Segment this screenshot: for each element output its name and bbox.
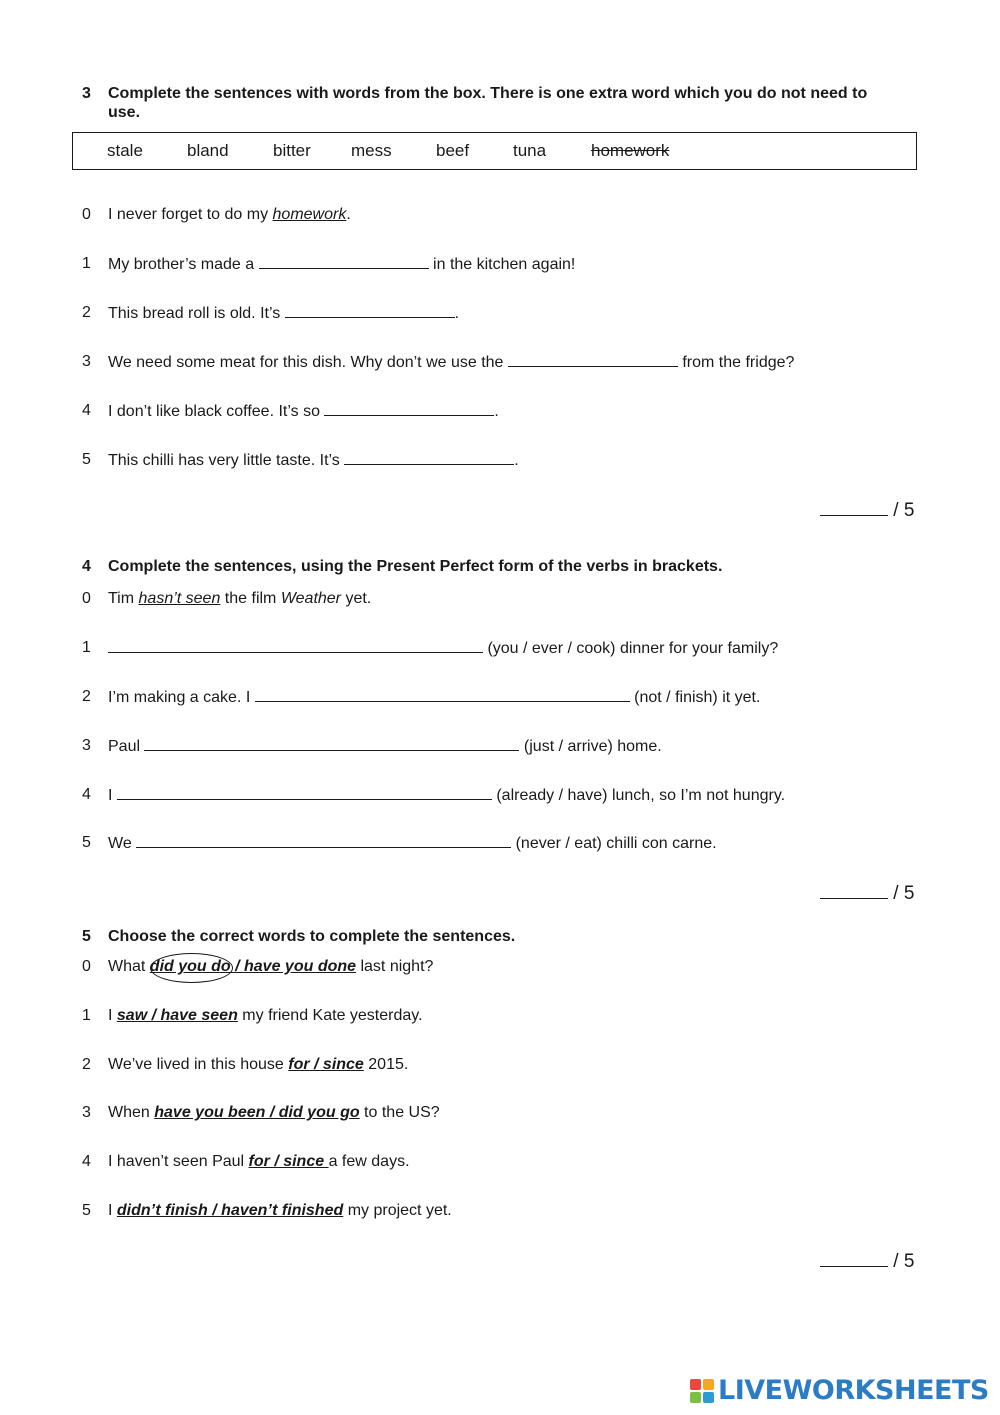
answer-blank[interactable]: [136, 834, 511, 848]
example-answer: hasn’t seen: [138, 590, 221, 607]
ex5-item-5: I didn’t finish / haven’t finished my project yet.: [108, 1202, 452, 1219]
item-number: 5: [82, 834, 91, 851]
item-number: 3: [82, 737, 91, 754]
ex5-item-4: I haven’t seen Paul for / since a few days.: [108, 1153, 410, 1170]
answer-blank[interactable]: [108, 639, 483, 653]
item-number: 4: [82, 402, 91, 419]
item-number: 4: [82, 1153, 91, 1170]
ex4-example: Tim hasn’t seen the film Weather yet.: [108, 590, 372, 607]
choice-options[interactable]: did you do / have you done: [149, 958, 357, 975]
ex4-item-2: I’m making a cake. I (not / finish) it yet.: [108, 689, 761, 706]
word-box-item-crossed: homework: [591, 141, 670, 160]
word-box-item: beef: [436, 141, 470, 160]
ex4-instruction: Complete the sentences, using the Present Perfect form of the verbs in brackets.: [108, 558, 723, 575]
liveworksheets-logo: [690, 1375, 989, 1406]
choice-options[interactable]: for / since: [248, 1153, 329, 1170]
item-number: 1: [82, 1007, 91, 1024]
item-number: 5: [82, 1202, 91, 1219]
item-number: 4: [82, 786, 91, 803]
ex3-item-0: I never forget to do my homework.: [108, 206, 351, 223]
choice-options[interactable]: saw / have seen: [116, 1007, 238, 1024]
ex3-score: / 5: [820, 500, 914, 522]
ex3-item-5: This chilli has very little taste. It’s .: [108, 452, 519, 469]
score-blank[interactable]: [820, 885, 888, 899]
answer-blank[interactable]: [117, 786, 492, 800]
item-number: 0: [82, 206, 91, 223]
logo-block: [690, 1379, 701, 1390]
ex4-item-1: (you / ever / cook) dinner for your family?: [108, 639, 778, 658]
item-number: 2: [82, 688, 91, 705]
ex5-item-3: When have you been / did you go to the US?: [108, 1104, 440, 1121]
item-number: 0: [82, 590, 91, 607]
ex5-instruction: Choose the correct words to complete the sentences.: [108, 928, 516, 945]
answer-blank[interactable]: [259, 255, 429, 269]
item-number: 3: [82, 353, 91, 370]
logo-block: [703, 1392, 714, 1403]
ex4-item-3: Paul (just / arrive) home.: [108, 738, 662, 755]
item-number: 1: [82, 639, 91, 656]
ex3-instruction: Complete the sentences with words from the box. There is one extra word which you do not need to: [108, 85, 868, 102]
answer-blank[interactable]: [285, 304, 455, 318]
item-number: 2: [82, 304, 91, 321]
item-number: 2: [82, 1056, 91, 1073]
answer-blank[interactable]: [255, 688, 630, 702]
logo-blocks-icon: [690, 1379, 714, 1403]
ex3-instruction-cont: use.: [108, 104, 141, 121]
choice-options[interactable]: for / since: [288, 1056, 364, 1073]
word-box-item: mess: [351, 141, 392, 160]
choice-options[interactable]: have you been / did you go: [154, 1104, 360, 1121]
answer-blank[interactable]: [344, 451, 514, 465]
example-answer: homework: [272, 206, 347, 223]
ex5-number: 5: [82, 928, 91, 945]
ex4-item-5: We (never / eat) chilli con carne.: [108, 835, 717, 852]
item-number: 5: [82, 451, 91, 468]
ex5-item-1: I saw / have seen my friend Kate yesterday.: [108, 1007, 423, 1024]
ex5-item-2: We’ve lived in this house for / since 2015.: [108, 1056, 409, 1073]
answer-blank[interactable]: [508, 353, 678, 367]
ex5-item-0: What did you do / have you done last night?: [108, 958, 434, 975]
logo-block: [703, 1379, 714, 1390]
score-blank[interactable]: [820, 1253, 888, 1267]
ex3-item-4: I don’t like black coffee. It’s so .: [108, 403, 499, 420]
choice-options[interactable]: didn’t finish / haven’t finished: [116, 1202, 344, 1219]
item-number: 3: [82, 1104, 91, 1121]
ex4-item-4: I (already / have) lunch, so I’m not hungry.: [108, 787, 786, 804]
answer-blank[interactable]: [144, 737, 519, 751]
ex3-item-3: We need some meat for this dish. Why don’t we use the from the fridge?: [108, 354, 795, 371]
ex5-score: / 5: [820, 1251, 914, 1273]
ex3-item-2: This bread roll is old. It’s .: [108, 305, 460, 322]
ex4-number: 4: [82, 558, 91, 575]
film-title: Weather: [280, 590, 342, 607]
ex4-score: / 5: [820, 883, 914, 905]
answer-blank[interactable]: [324, 402, 494, 416]
word-box-item: bitter: [273, 141, 311, 160]
item-number: 0: [82, 958, 91, 975]
ex3-number: 3: [82, 85, 91, 102]
word-box-item: stale: [107, 141, 143, 160]
item-number: 1: [82, 255, 91, 272]
score-blank[interactable]: [820, 502, 888, 516]
logo-text: LIVEWORKSHEETS: [718, 1375, 989, 1406]
word-box-item: tuna: [513, 141, 547, 160]
ex3-item-1: My brother’s made a in the kitchen again!: [108, 256, 576, 273]
logo-block: [690, 1392, 701, 1403]
word-box-item: bland: [187, 141, 229, 160]
